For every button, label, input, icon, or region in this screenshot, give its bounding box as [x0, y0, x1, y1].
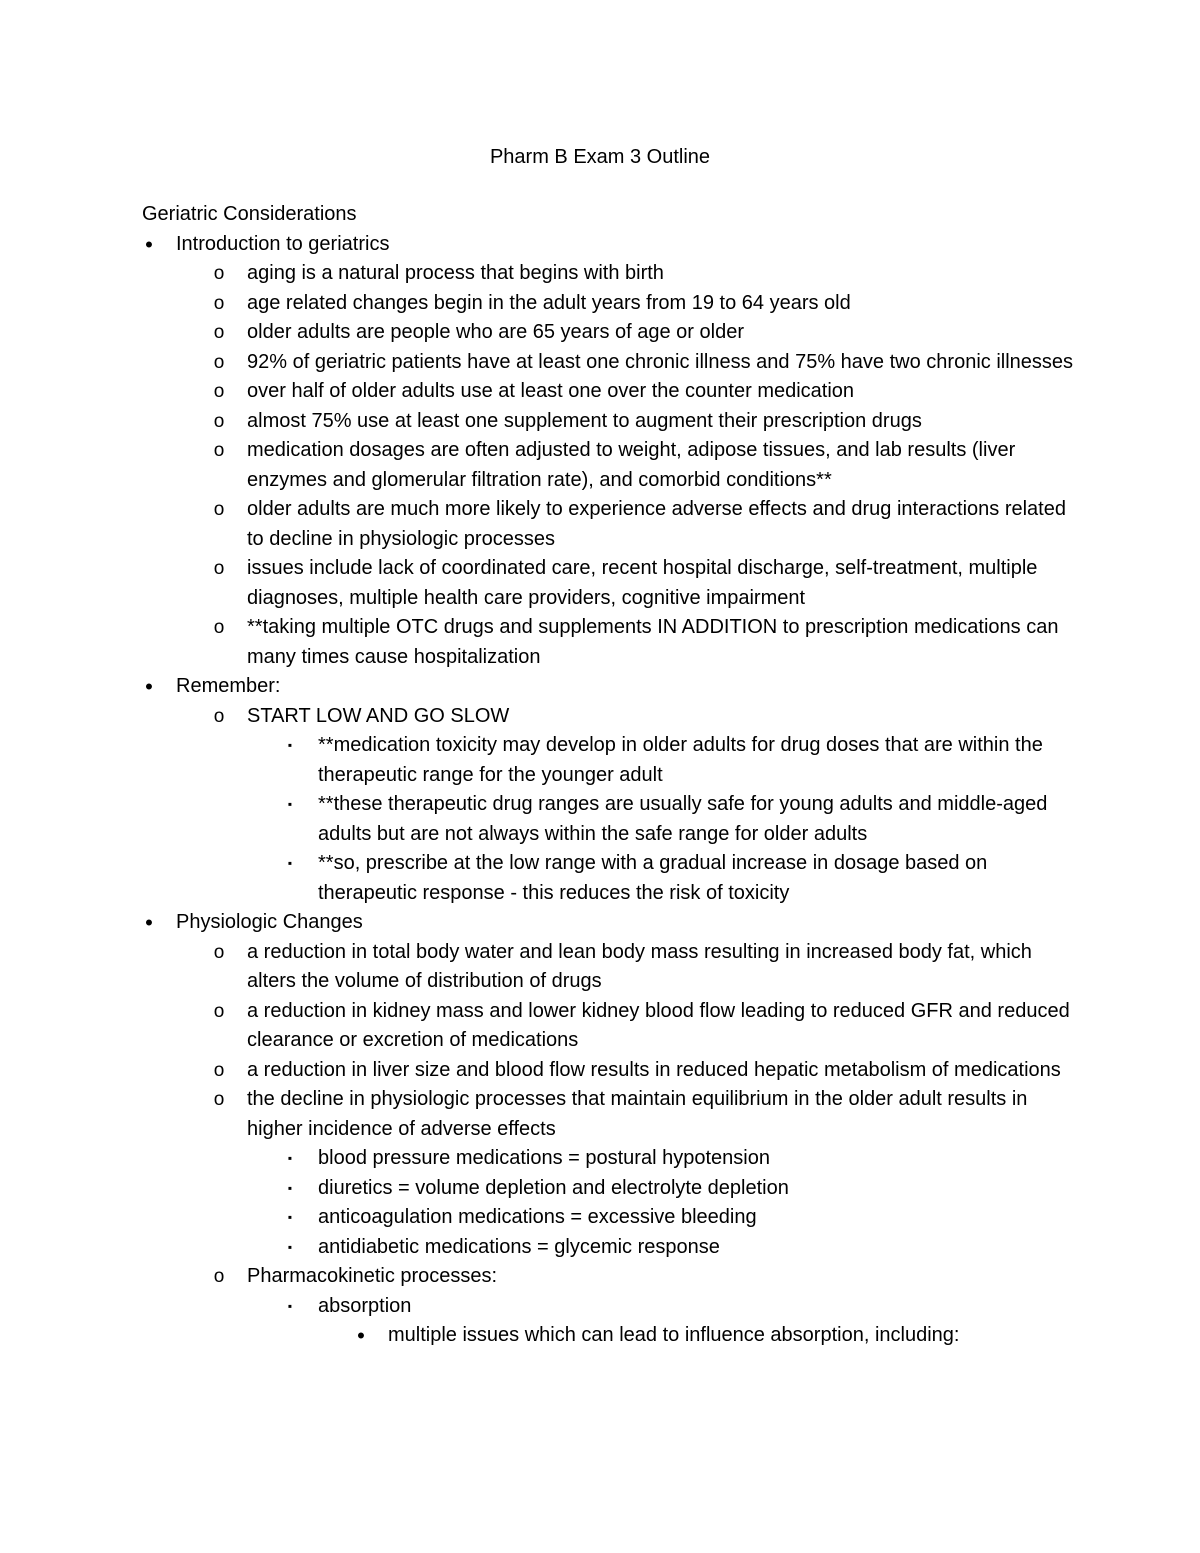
circle-bullet-icon: o	[213, 440, 225, 461]
circle-bullet-icon: o	[213, 1089, 225, 1110]
list-item-label: Introduction to geriatrics	[176, 232, 390, 255]
circle-bullet-icon: o	[213, 1059, 225, 1081]
list-item-text: **so, prescribe at the low range with a gradual increase in dosage based on therapeutic response - this reduces the risk of toxicity	[318, 852, 988, 904]
list-item	[142, 997, 1082, 1056]
list-item	[142, 1262, 1082, 1351]
list-item	[142, 1292, 1082, 1351]
list-item-text: multiple issues which can lead to influence absorption, including:	[388, 1324, 960, 1346]
circle-bullet-icon: o	[213, 1000, 225, 1022]
list-item-text: aging is a natural process that begins with birth	[247, 262, 664, 284]
list-item	[142, 495, 1082, 554]
list-item	[142, 259, 1082, 289]
list-item-text: a reduction in liver size and blood flow results in reduced hepatic metabolism of medications	[247, 1058, 1061, 1081]
circle-bullet-icon: o	[213, 381, 225, 402]
list-item-text: absorption	[318, 1294, 412, 1317]
sub-sub-list	[142, 1144, 1082, 1262]
list-item-text: **taking multiple OTC drugs and supplements IN ADDITION to prescription medications can many times cause hospitalization	[247, 616, 1059, 668]
list-item-text: medication dosages are often adjusted to weight, adipose tissues, and lab results (liver enzymes and glomerular filtration rate), and comorbid conditions**	[247, 439, 1016, 491]
top-level-list	[142, 230, 1082, 1351]
list-item-text: **these therapeutic drug ranges are usually safe for young adults and middle-aged adults but are not always within the safe range for older adults	[318, 793, 1048, 845]
circle-bullet-icon: o	[213, 292, 225, 314]
list-item	[142, 790, 1082, 849]
list-item	[142, 289, 1082, 319]
square-bullet-icon: ▪	[287, 1210, 293, 1224]
circle-bullet-icon: o	[213, 410, 225, 432]
list-item-label: Remember:	[176, 675, 281, 697]
list-item-text: antidiabetic medications = glycemic response	[318, 1235, 720, 1258]
sub-sub-list	[142, 731, 1082, 908]
list-item	[142, 849, 1082, 908]
list-item-text: age related changes begin in the adult years from 19 to 64 years old	[247, 291, 851, 314]
list-item-physiologic-changes	[142, 908, 1082, 1351]
list-item-text: a reduction in kidney mass and lower kidney blood flow leading to reduced GFR and reduced clearance or excretion of medications	[247, 999, 1070, 1051]
circle-bullet-icon: o	[213, 705, 225, 727]
list-item	[142, 938, 1082, 997]
list-item-introduction	[142, 230, 1082, 673]
list-item	[142, 1203, 1082, 1233]
list-item-label: Physiologic Changes	[176, 911, 363, 933]
list-item	[142, 407, 1082, 437]
list-item	[142, 1056, 1082, 1086]
square-bullet-icon: ▪	[287, 738, 293, 752]
list-item-text: issues include lack of coordinated care, recent hospital discharge, self-treatment, multiple diagnoses, multiple health care providers, cognitive impairment	[247, 557, 1038, 609]
list-item	[142, 1085, 1082, 1262]
circle-bullet-icon: o	[213, 1266, 225, 1287]
square-bullet-icon: ▪	[287, 1180, 293, 1195]
list-item-text: older adults are much more likely to experience adverse effects and drug interactions related to decline in physiologic processes	[247, 498, 1066, 550]
list-item-text: over half of older adults use at least one over the counter medication	[247, 380, 855, 402]
list-item	[142, 554, 1082, 613]
sub-list	[142, 702, 1082, 909]
list-item-text: almost 75% use at least one supplement to augment their prescription drugs	[247, 409, 922, 432]
list-item	[142, 348, 1082, 378]
list-item	[142, 702, 1082, 909]
list-item-text: 92% of geriatric patients have at least one chronic illness and 75% have two chronic illnesses	[247, 350, 1074, 373]
square-bullet-icon: ▪	[287, 1239, 293, 1254]
bullet-icon: •	[357, 1323, 365, 1348]
list-item-text: blood pressure medications = postural hypotension	[318, 1147, 770, 1169]
list-item-text: diuretics = volume depletion and electrolyte depletion	[318, 1176, 789, 1199]
list-item	[142, 1144, 1082, 1174]
circle-bullet-icon: o	[213, 263, 225, 284]
circle-bullet-icon: o	[213, 322, 225, 343]
circle-bullet-icon: o	[213, 617, 225, 638]
list-item	[142, 436, 1082, 495]
list-item	[142, 613, 1082, 672]
list-item	[142, 1321, 1082, 1351]
square-bullet-icon: ▪	[287, 856, 293, 870]
square-bullet-icon: ▪	[287, 797, 293, 811]
list-item-text: Pharmacokinetic processes:	[247, 1265, 498, 1287]
list-item-text: START LOW AND GO SLOW	[247, 704, 510, 727]
section-heading: Geriatric Considerations	[142, 203, 357, 225]
circle-bullet-icon: o	[213, 351, 225, 373]
square-bullet-icon: ▪	[287, 1151, 293, 1165]
list-item	[142, 731, 1082, 790]
list-item	[142, 377, 1082, 407]
list-item-text: the decline in physiologic processes that maintain equilibrium in the older adult results in higher incidence of adverse effects	[247, 1088, 1028, 1140]
bullet-icon: •	[145, 910, 153, 935]
sub-list	[142, 259, 1082, 672]
sub-list	[142, 938, 1082, 1351]
list-item-text: a reduction in total body water and lean body mass resulting in increased body fat, which alters the volume of distribution of drugs	[247, 940, 1032, 992]
list-item-remember	[142, 672, 1082, 908]
document-title: Pharm B Exam 3 Outline	[489, 146, 711, 168]
list-item	[142, 318, 1082, 348]
list-item	[142, 1233, 1082, 1263]
document-body	[142, 200, 1082, 1351]
circle-bullet-icon: o	[213, 499, 225, 520]
fourth-level-list	[142, 1321, 1082, 1351]
sub-sub-list	[142, 1292, 1082, 1351]
square-bullet-icon: ▪	[287, 1298, 293, 1313]
bullet-icon: •	[145, 231, 153, 257]
list-item-text: anticoagulation medications = excessive bleeding	[318, 1206, 757, 1228]
list-item	[142, 1174, 1082, 1204]
bullet-icon: •	[145, 674, 153, 699]
list-item-text: older adults are people who are 65 years of age or older	[247, 321, 744, 343]
list-item-text: **medication toxicity may develop in older adults for drug doses that are within the therapeutic range for the younger adult	[318, 734, 1043, 786]
circle-bullet-icon: o	[213, 558, 225, 579]
circle-bullet-icon: o	[213, 941, 225, 963]
